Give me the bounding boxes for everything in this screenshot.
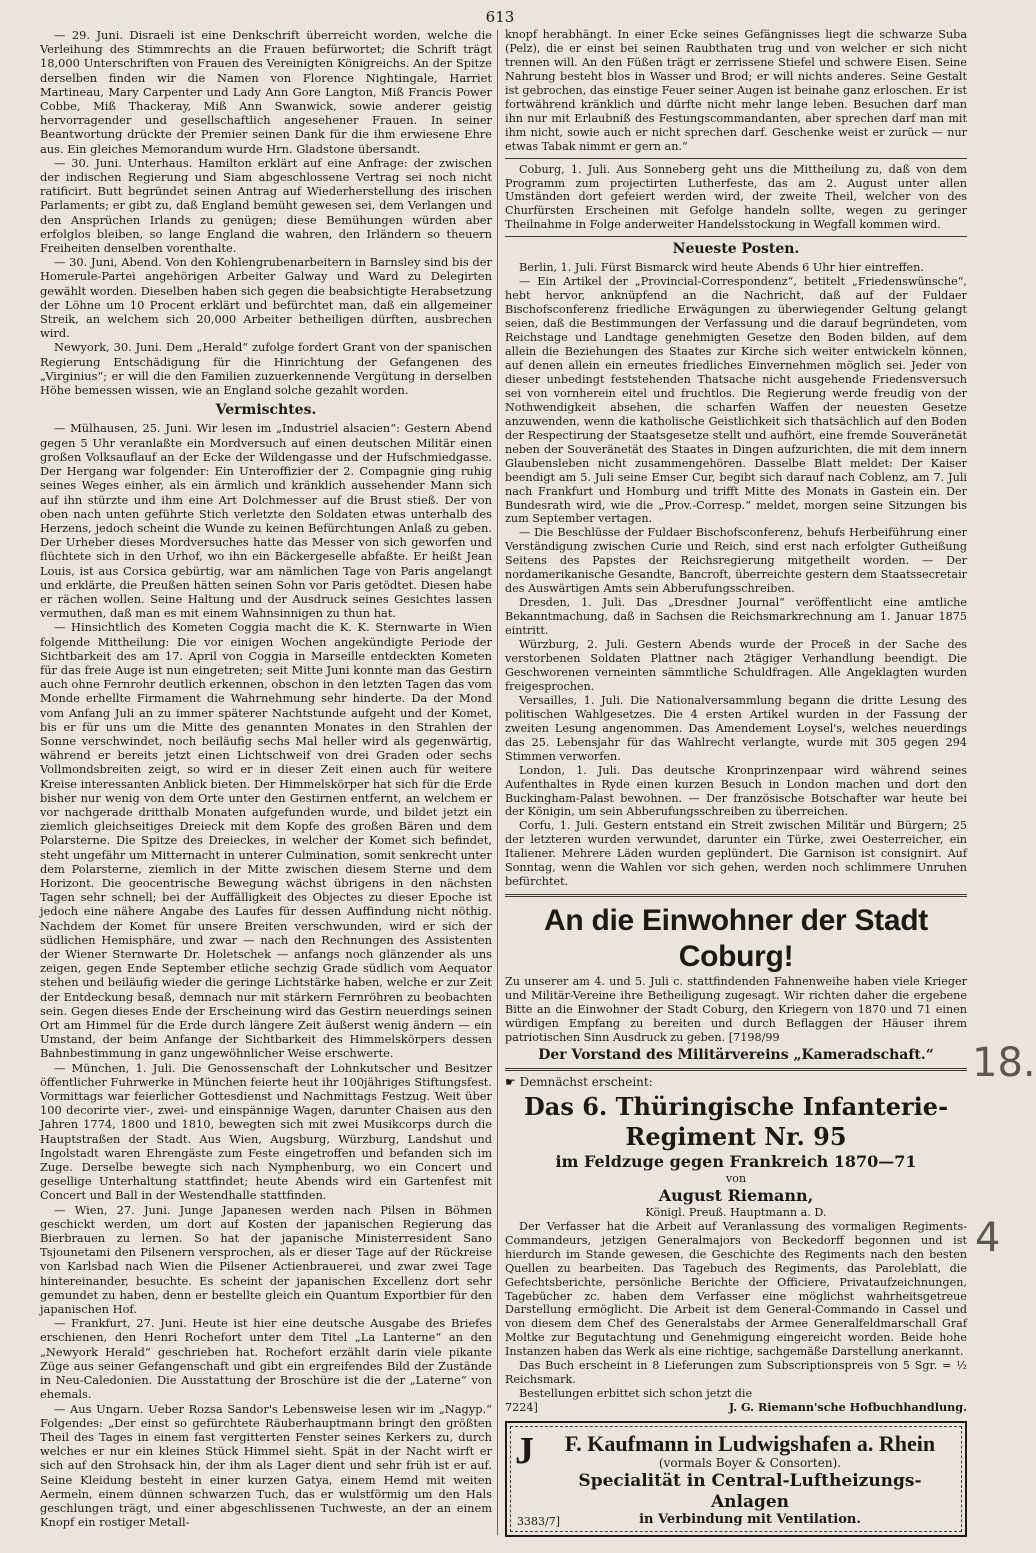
- news-wuerzburg: Würzburg, 2. Juli. Gestern Abends wurde der Proceß in der Sache des verstorbenen Soldaten Plattner nach 2tägiger Verhandlung beendigt. Die Geschworenen verneinten sämmtliche Schuldfragen. Alle Angeklagten wurden freigesprochen.: [505, 638, 967, 693]
- left-column: [40, 28, 492, 1529]
- ad-book-code: 7224]: [505, 1401, 538, 1415]
- ad-kaufmann: [505, 1421, 967, 1537]
- ad-kaufmann-code: 3383/7]: [517, 1515, 560, 1529]
- ad-kaufmann-initial: J: [515, 1430, 534, 1473]
- article-disraeli: — 29. Juni. Disraeli ist eine Denkschrift überreicht worden, welche die Verleihung des Stimmrechts an die Frauen befürwortet; die Schrift trägt 18,000 Unterschriften von Frauen des Vereinigten Königreichs. An der Spitze derselben finden wir die Namen von Florence Nightingale, Harriet Martineau, Mary Carpenter und Lady Ann Gore Langton, Miß Francis Power Cobbe, Miß Thackeray, Miß Ann Swanwick, sowie anderer geistig hervorragender und gesellschaftlich angesehener Frauen. In seiner Beantwortung drückte der Premier seinen Dank für die ihm erwiesene Ehre aus. Ein gleiches Memorandum wurde Hrn. Gladstone übersandt.: [40, 28, 492, 156]
- ad-book-price: Das Buch erscheint in 8 Lieferungen zum Subscriptionspreis von 5 Sgr. = ½ Reichsmark.: [505, 1359, 967, 1387]
- article-barnsley: — 30. Juni, Abend. Von den Kohlengrubenarbeitern in Barnsley sind bis der Homerule-Partei angehörigen Arbeiter Galway und Ward zu Delegirten gewählt worden. Dieselben haben sich gegen die beabsichtigte Herabsetzung der Löhne um 10 Procent erklärt und befürchtet man, daß ein allgemeiner Streik, an welchem sich 20,000 Arbeiter betheiligen dürften, ausbrechen wird.: [40, 255, 492, 341]
- article-comet: — Hinsichtlich des Kometen Coggia macht die K. K. Sternwarte in Wien folgende Mittheilung: Die vor einigen Wochen angekündigte Periode der Sichtbarkeit des am 17. April von Coggia in Marseille entdeckten Kometen für das freie Auge ist nun eingetreten; seit Mitte Juni konnte man das Gestirn auch ohne Fernrohr deutlich erkennen, obschon in den letzten Tagen das vom Monde erhellte Firmament die Wahrnehmung sehr hinderte. Da der Mond vom Anfang Juli an zu immer späterer Nachtstunde aufgeht und der Komet, bis er für uns um die Mitte des genannten Monates in den Strahlen der Sonne verschwindet, noch beiläufig sechs Mal heller wird als gegenwärtig, während er bereits jetzt einen Lichtschweif von drei Graden oder sechs Vollmondsbreiten zeigt, so wird er in dieser Zeit einen auch für weitere Kreise interessanten Anblick bieten. Der Himmelskörper hat sich für die Erde bisher nur wenig von dem Orte unter den Gestirnen entfernt, an welchem er vor nachgerade dritthalb Monaten aufgefunden wurde, und bildet jetzt ein ziemlich gleichseitiges Dreieck mit dem Kopfe des großen Bären und dem Polarsterne. Die Spitze des Dreieckes, in welcher der Komet sich befindet, steht ungefähr um Mitternacht in unterer Culmination, somit senkrecht unter dem Polarsterne, ziemlich in der Mitte zwischen diesem Sterne und dem Horizont. Die geocentrische Bewegung wächst übrigens in den nächsten Tagen sehr schnell; bei der Auffälligkeit des Objectes zu dieser Epoche ist jedoch eine nähere Angabe des Laufes für dessen Auffindung nicht nöthig. Nachdem der Komet für unsere Breiten verschwunden, wird er sich der südlichen Hemisphäre, und zwar — nach den Rechnungen des Assistenten der Wiener Sternwarte Dr. Holetschek — anfangs noch glänzender als uns zeigen, gegen Ende September etliche sechzig Grade südlich vom Aequator stehen und beiläufig wieder die geringe Lichtstärke haben, welche er zur Zeit der Entdeckung besaß, demnach nur mit stärkern Fernröhren zu beobachten sein. Gegen dieses Ende der Erscheinung wird das Gestirn neuerdings seinen Ort am Himmel für die Erde durch längere Zeit äußerst wenig ändern — ein Umstand, der beim Anfange der Sichtbarkeit des Himmelskörpers dessen Bahnbestimmung in ganz ungewöhnlicher Weise erschwerte.: [40, 620, 492, 1061]
- ad-book-footer: [505, 1401, 967, 1415]
- separator: [505, 894, 967, 897]
- ad-kaufmann-inner: [510, 1426, 962, 1532]
- news-provincial-correspondenz: — Ein Artikel der „Provincial-Correspondenz“, betitelt „Friedenswünsche“, hebt hervor, anknüpfend an die Nachricht, daß auf der Fuldaer Bischofsconferenz friedliche Erwägungen zu überwiegender Geltung gelangt seien, daß die Bestimmungen der Verfassung und die darauf begründeten, vom Reichstage und Landtage genehmigten Gesetze den Boden bilden, auf dem allein die Beziehungen des Staates zur Kirche sich weiter entwickeln können, auf denen allein ein erneutes friedliches Einvernehmen möglich sei. Jeder von dieser unbedingt feststehenden Thatsache nicht ausgehende Friedensversuch sei von vornherein eitel und fruchtlos. Die Regierung werde freudig von der Nothwendigkeit absehen, die scharfen Waffen der neuesten Gesetze anzuwenden, wenn die katholische Geistlichkeit sich thatsächlich auf den Boden der Respectirung der Staatsgesetze stellt und aufhört, eine fremde Souveränetät neben der Souveränetät des Staates in Dingen aufzurichten, die mit dem innern Glaubensleben nicht zusammengehören. Dasselbe Blatt meldet: Der Kaiser beendigt am 5. Juli seine Emser Cur, begibt sich darauf nach Coblenz, am 7. Juli nach Frankfurt und Homburg und trifft Mitte des Monats in Gastein ein. Der Bundesrath wird, wie die „Prov.-Corresp.“ meldet, morgen seine Sitzungen bis zum September vertagen.: [505, 275, 967, 526]
- separator: [505, 158, 967, 159]
- page-number: 613: [485, 8, 515, 26]
- section-heading-vermischtes: Vermischtes.: [215, 402, 317, 419]
- ad-book-publisher: J. G. Riemann'sche Hofbuchhandlung.: [728, 1400, 967, 1415]
- article-ungarn: — Aus Ungarn. Ueber Rozsa Sandor's Lebensweise lesen wir im „Nagyp.“ Folgendes: „Der einst so gefürchtete Räuberhauptmann bringt den größten Theil des Tages in einem fast vergitterten Fenster seines Kerkers zu, durch welches er nur ein kleines Stück Himmel sieht. Spät in der Nacht wirft er sich auf den Strohsack hin, der ihm als Lager dient und sehr früh ist er auf. Seine Kleidung besteht in einer kurzen Gatya, einem Hemd mit weiten Aermeln, einem dünnen schwarzen Tuch, das er wulstförmig um den Hals geschlungen trägt, und einer abgeschlissenen Tuchweste, an der an einem Knopf ein rostiger Metall-: [40, 1401, 492, 1530]
- ad-book-orders: Bestellungen erbittet sich schon jetzt die: [519, 1387, 753, 1401]
- news-berlin: Berlin, 1. Juli. Fürst Bismarck wird heute Abends 6 Uhr hier eintreffen.: [519, 261, 924, 275]
- article-coburg: Coburg, 1. Juli. Aus Sonneberg geht uns die Mittheilung zu, daß von dem Programm zum projectirten Lutherfeste, das am 2. August unter allen Umständen dort gefeiert werden wird, der zweite Theil, welcher von des Churfürsten Erscheinen mit Gefolge handeln sollte, wegen zu geringer Theilnahme in Folge anderweiter Handelsstockung in Wegfall kommen wird.: [505, 162, 967, 232]
- article-unterhaus: — 30. Juni. Unterhaus. Hamilton erklärt auf eine Anfrage: der zwischen der indischen Regierung und Siam abgeschlossene Vertrag sei noch nicht ratificirt. Butt begründet seinen Antrag auf Wiederherstellung des irischen Parlaments; er gibt zu, daß England bemüht gewesen sei, dem Verlangen und den Ansprüchen Irlands zu genügen; diese Bemühungen würden aber erfolglos bleiben, so lange England die wahren, den Irländern so theuern Freiheiten denselben vorenthalte.: [40, 155, 492, 256]
- article-frankfurt: — Frankfurt, 27. Juni. Heute ist hier eine deutsche Ausgabe des Briefes erschienen, den Henri Rochefort unter dem Titel „La Lanterne“ an den „Newyork Herald“ geschrieben hat. Rochefort erzählt darin viele pikante Züge aus seiner Gefangenschaft und gibt ein ergreifendes Bild der Zustände in Neu-Caledonien. Die Ausstattung der Broschüre ist die der „Laterne“ von ehemals.: [40, 1316, 492, 1402]
- ad-body: [505, 975, 967, 1045]
- handwritten-margin-mark: 4: [975, 1215, 1001, 1261]
- ad-headline: An die Einwohner der Stadt Coburg!: [544, 904, 928, 974]
- ad-book-pre: ☛ Demnächst erscheint:: [505, 1074, 653, 1089]
- ad-book-von: von: [725, 1171, 747, 1185]
- ad-body-text: Zu unserer am 4. und 5. Juli c. stattfindenden Fahnenweihe haben viele Krieger und Militär-Vereine ihre Betheiligung zugesagt. Wir richten daher die ergebene Bitte an die Einwohner der Stadt Coburg, den Kriegern von 1870 und 71 einen würdigen Empfang zu bereiten und durch Beflaggen der Häuser ihrem patriotischen Sinn Ausdruck zu geben. [7198/99: [505, 975, 967, 1044]
- right-column: [505, 28, 967, 1537]
- ad-book-title: Das 6. Thüringische Infanterie-Regiment Nr. 95: [523, 1091, 949, 1151]
- handwritten-margin-mark: 18.: [972, 1040, 1036, 1086]
- ad-book-author: August Riemann,: [658, 1185, 814, 1205]
- separator: [505, 236, 967, 237]
- article-muenchen: — München, 1. Juli. Die Genossenschaft der Lohnkutscher und Besitzer öffentlicher Fuhrwerke in München feierte heut ihr 100jähriges Stiftungsfest. Vormittags war feierlicher Gottesdienst und Nachmittags Festzug. Weit über 100 decorirte vier-, zwei- und einspännige Wagen, darunter Chaisen aus den Jahren 1774, 1800 und 1810, bewegten sich mit zwei Musikcorps durch die Hauptstraßen der Stadt. Aus Wien, Augsburg, Würzburg, Landshut und Ingolstadt waren Ehrengäste zum Feste eingetroffen und befanden sich im Zuge. Derselbe bewegte sich nach Nymphenburg, wo ein Concert und gesellige Unterhaltung stattfindet; heute Abends wird ein Gartenfest mit Concert und Ball in der Westendhalle stattfinden.: [40, 1060, 492, 1203]
- news-london: London, 1. Juli. Das deutsche Kronprinzenpaar wird während seines Aufenthaltes in Ryde einen kurzen Besuch in London machen und dort den Buckingham-Palast bewohnen. — Der französische Botschafter war heute bei der Königin, um sein Abberufungsschreiben zu überreichen.: [505, 763, 967, 819]
- ad-kaufmann-ventilation: in Verbindung mit Ventilation.: [639, 1512, 861, 1528]
- ad-kaufmann-name: F. Kaufmann in Ludwigshafen a. Rhein: [564, 1431, 936, 1457]
- article-ungarn-continued: knopf herabhängt. In einer Ecke seines Gefängnisses liegt die schwarze Suba (Pelz), die er einst bei seinen Raubthaten trug und von welcher er sich nicht trennen will. An den Füßen trägt er zerrissene Stiefel und schwere Eisen. Seine Nahrung besteht blos in Wasser und Brod; er will nichts anderes. Seine Gestalt ist gebrochen, das einstige Feuer seiner Augen ist beinahe ganz erloschen. Er ist fortwährend kränklich und dürfte nicht mehr lange leben. Besuchen darf man ihn nur mit Erlaubniß des Festungscommandanten, aber sprechen darf man mit ihm nicht, sowie auch er nicht sprechen darf. Geschenke weist er zurück — nur etwas Tabak nimmt er gern an.“: [505, 28, 967, 153]
- section-heading-neueste-posten: Neueste Posten.: [672, 241, 800, 258]
- ad-book-subtitle: im Feldzuge gegen Frankreich 1870—71: [555, 1151, 917, 1171]
- article-muelhausen: — Mülhausen, 25. Juni. Wir lesen im „Industriel alsacien“: Gestern Abend gegen 5 Uhr veranlaßte ein Mordversuch auf einen deutschen Militär einen großen Volksauflauf an der Ecke der Wildengasse und der Hufschmiedgasse. Der Hergang war folgender: Ein Unteroffizier der 2. Compagnie ging ruhig seines Weges einher, als ein ärmlich und kränklich aussehender Mann sich auf ihn stürzte und ihm eine Art Dolchmesser auf die Brust stieß. Der von oben nach unten geführte Stich verletzte den Soldaten etwas unterhalb des Herzens, jedoch scheint die Wunde zu keinen Befürchtungen Anlaß zu geben. Der Urheber dieses Mordversuches hatte das Messer von sich geworfen und flüchtete sich in den Urhof, wo ihn ein Bäckergeselle abfaßte. Er heißt Jean Louis, ist aus Corsica gebürtig, war am nämlichen Tage von Paris angelangt und erklärte, die Preußen hätten seinen Sohn vor Paris getödtet. Diesen habe er rächen wollen. Seine Haltung und der Ausdruck seines Gesichtes lassen vermuthen, daß man es mit einem Wahnsinnigen zu thun hat.: [40, 421, 492, 621]
- news-versailles: Versailles, 1. Juli. Die Nationalversammlung begann die dritte Lesung des politischen Wahlgesetzes. Die 4 ersten Artikel wurden in der Fassung der zweiten Lesung angenommen. Das Amendement Loysel's, welches neuerdings das 25. Lebensjahr für das Wahlrecht verlangte, wurde mit 305 gegen 294 Stimmen verworfen.: [505, 693, 967, 763]
- ad-kaufmann-formerly: (vormals Boyer & Consorten).: [658, 1456, 842, 1471]
- separator: [505, 1068, 967, 1071]
- article-newyork: Newyork, 30. Juni. Dem „Herald“ zufolge fordert Grant von der spanischen Regierung Entschädigung für die Hinrichtung der Gefangenen des „Virginius“; er will die den Familien zuzuerkennende Vergütung in derselben Höhe bemessen wissen, wie an England solche gezahlt worden.: [40, 340, 492, 398]
- news-fulda: — Die Beschlüsse der Fuldaer Bischofsconferenz, behufs Herbeiführung einer Verständigung zwischen Curie und Reich, sind erst nach erfolgter Gutheißung Seitens des Papstes der Reichsregierung mitgetheilt worden. — Der nordamerikanische Gesandte, Bancroft, überreichte gestern dem Staatssecretair des Auswärtigen Amts sein Abberufungsschreiben.: [505, 526, 967, 596]
- article-wien: — Wien, 27. Juni. Junge Japanesen werden nach Pilsen in Böhmen geschickt werden, um dort auf Kosten der japanischen Regierung das Bierbrauen zu lernen. So hat der japanische Ministerresident Sano Tsjounetami den Pilsenern versprochen, als er dieser Tage auf der Rückreise von Karlsbad nach Wien die Pilsener Actienbrauerei, und zwar zwei Tage hintereinander, besuchte. Es scheint der japanischen Excellenz dort sehr gemundet zu haben, denn er bestellte gleich ein Quantum Exportbier für den japanischen Hof.: [40, 1202, 492, 1317]
- ad-kaufmann-specialty: Specialität in Central-Luftheizungs-Anlagen: [578, 1471, 922, 1513]
- ad-book-regiment: [505, 1076, 967, 1415]
- ad-signature: Der Vorstand des Militärvereins „Kameradschaft.“: [538, 1046, 934, 1063]
- column-divider: [497, 30, 498, 1535]
- news-dresden: Dresden, 1. Juli. Das „Dresdner Journal“ veröffentlicht eine amtliche Bekanntmachung, daß in Sachsen die Reichsmarkrechnung am 1. Januar 1875 eintritt.: [505, 596, 967, 638]
- news-corfu: Corfu, 1. Juli. Gestern entstand ein Streit zwischen Militär und Bürgern; 25 der letzteren wurden verwundet, darunter ein Türke, zwei Oesterreicher, ein Italiener. Mehrere Läden wurden geplündert. Die Garnison ist consignirt. Auf Sonntag, wenn die Wahlen vor sich gehen, werden noch schlimmere Unruhen befürchtet.: [505, 819, 967, 889]
- ad-book-author-rank: Königl. Preuß. Hauptmann a. D.: [645, 1205, 827, 1219]
- ad-book-body: Der Verfasser hat die Arbeit auf Veranlassung des vormaligen Regiments-Commandeurs, jetzigen Generalmajors von Beckedorff begonnen und ist hierdurch im Stande gewesen, die Geschichte des Regiments nach den besten Quellen zu bearbeiten. Das Tagebuch des Regiments, das Paroleblatt, die Gefechtsberichte, persönliche Berichte der Officiere, Privataufzeichnungen, Tagebücher zc. haben dem Verfasser eine möglichst wahrheitsgetreue Darstellung ermöglicht. Die Arbeit ist dem General-Commando in Cassel und von diesem dem Chef des Generalstabs der Armee Generalfeldmarschall Graf Moltke zur Begutachtung und Genehmigung eingereicht worden. Beide hohe Instanzen haben das Werk als eine richtige, sachgemäße Darstellung anerkannt.: [505, 1219, 967, 1359]
- ad-coburg-fahnenweihe: [505, 903, 967, 1063]
